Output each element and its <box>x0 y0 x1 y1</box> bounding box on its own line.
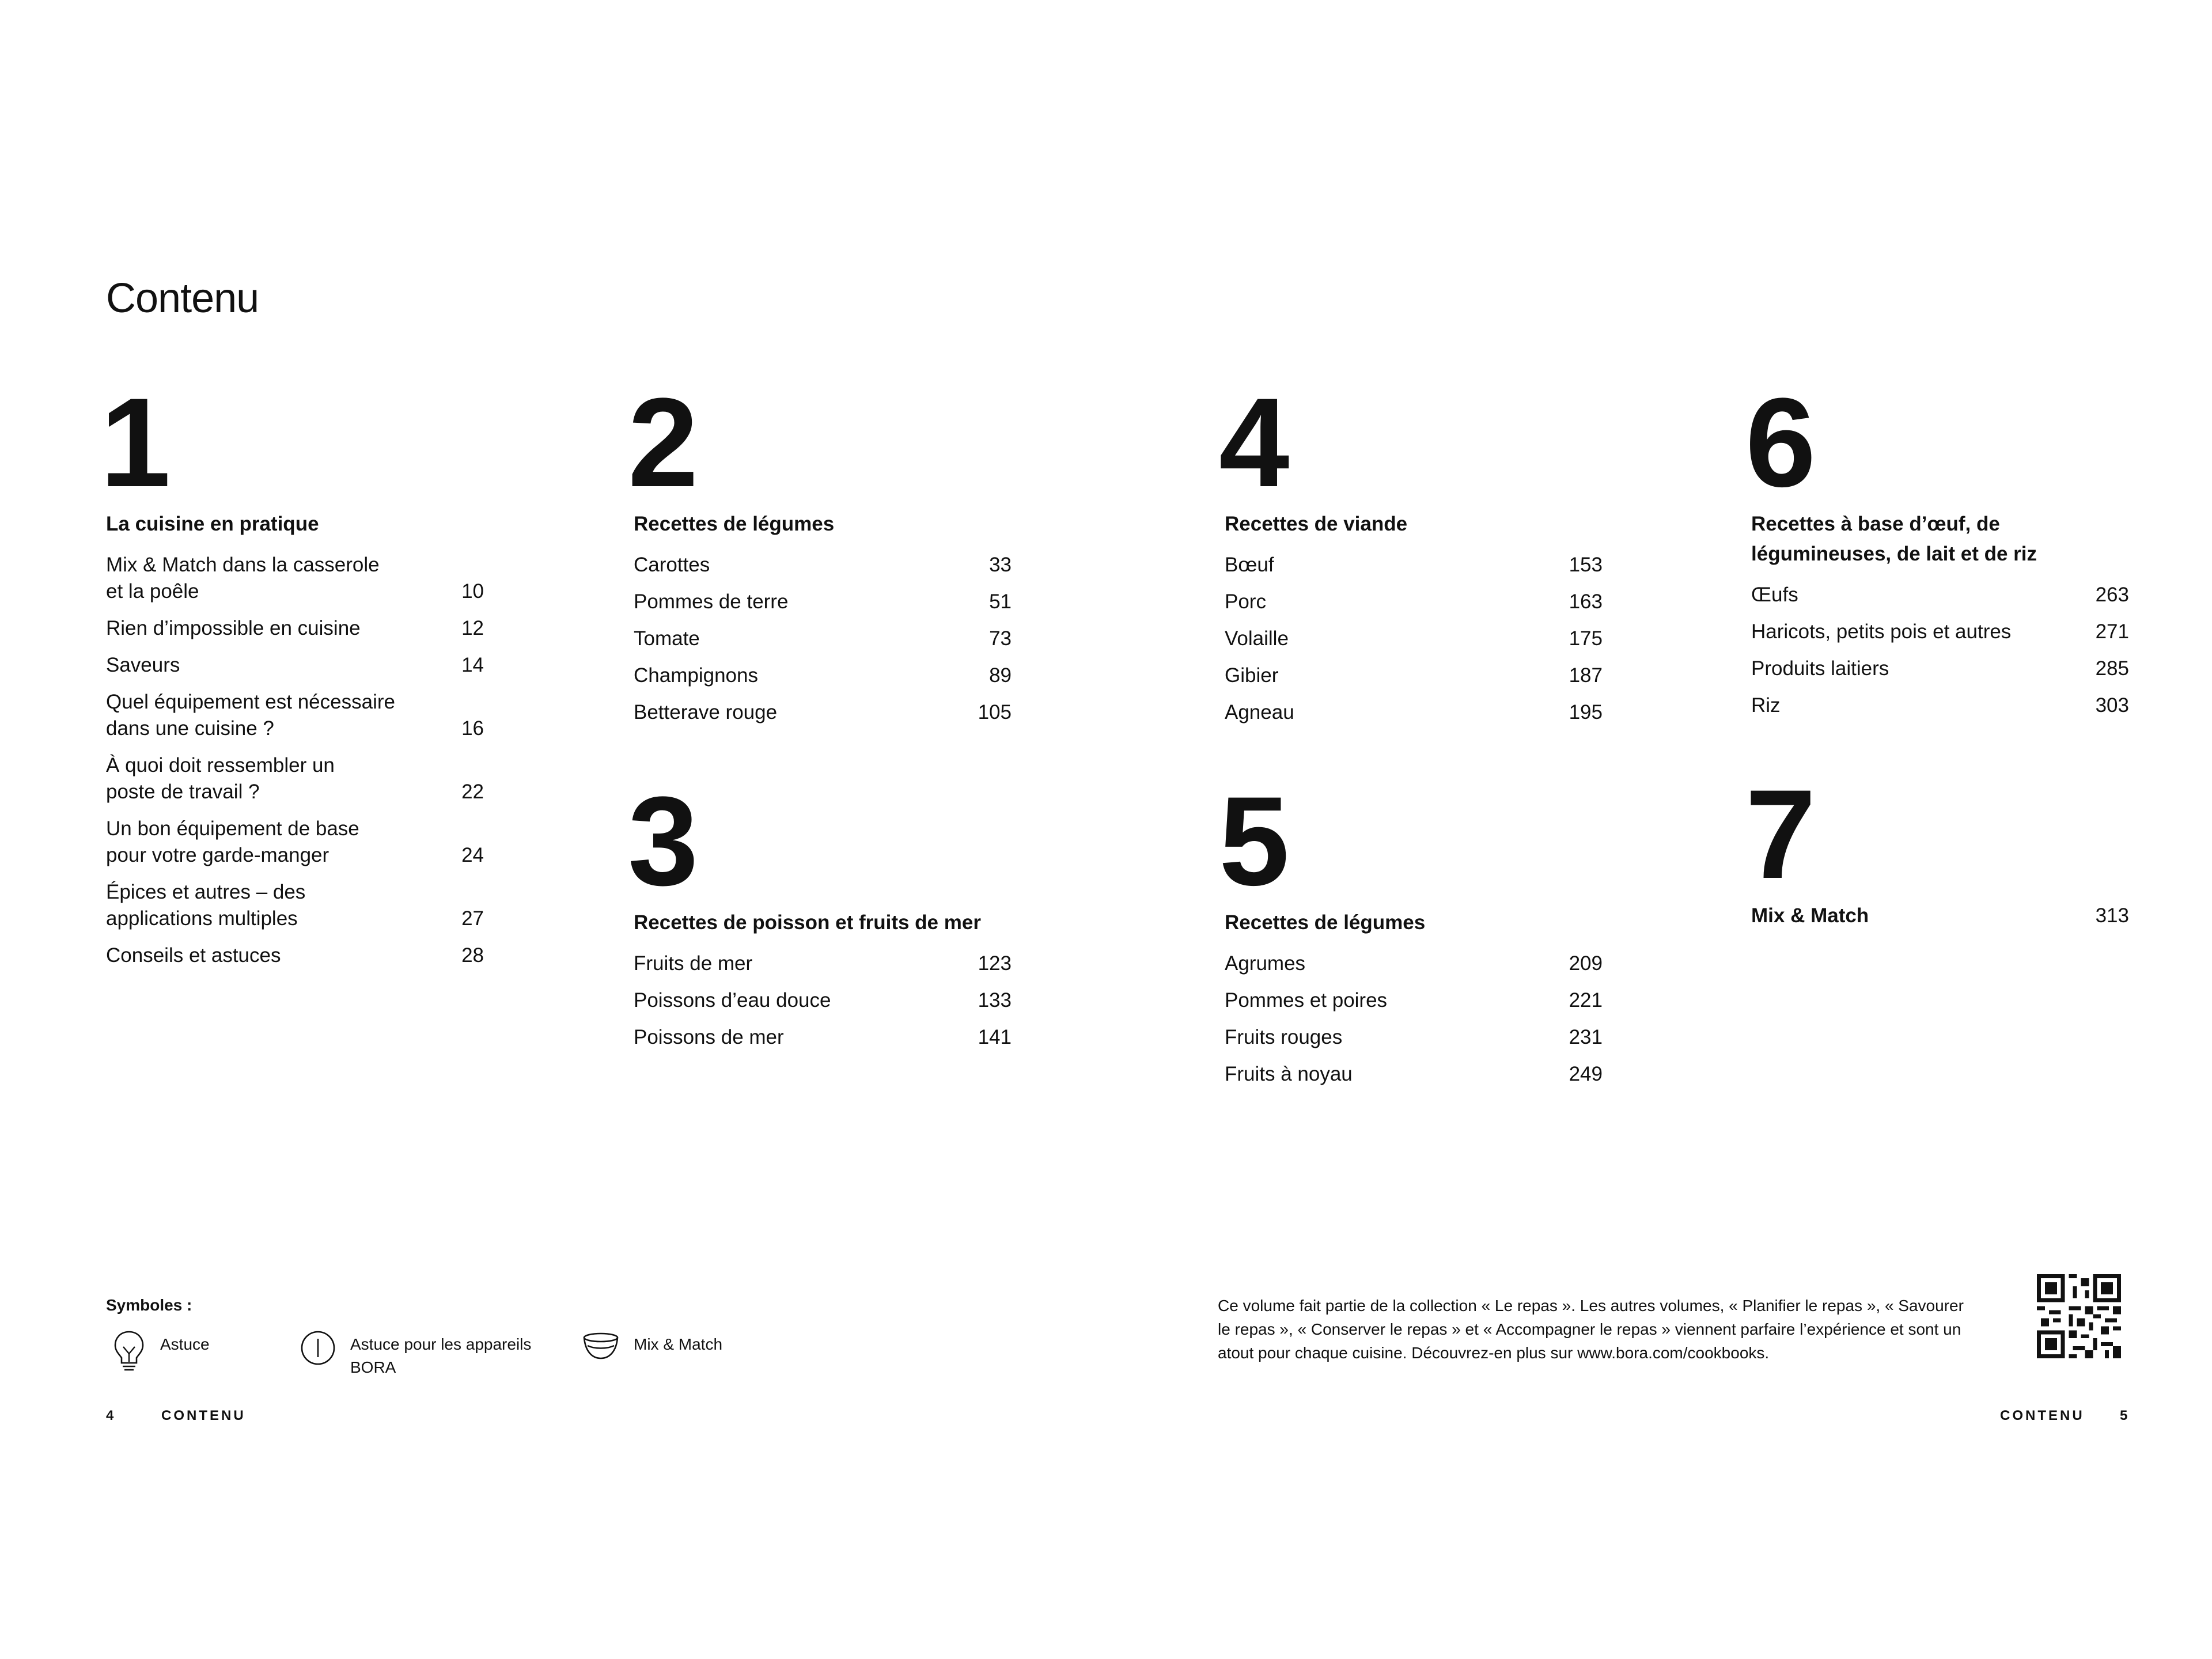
entry-page: 22 <box>461 781 484 803</box>
section-1 <box>100 372 484 979</box>
toc-entry[interactable] <box>634 589 1012 615</box>
section-number: 6 <box>1745 372 1814 513</box>
symbol-text: Astuce <box>160 1335 210 1353</box>
entry-label: Œufs <box>1751 584 1798 606</box>
toc-entry[interactable] <box>106 942 484 969</box>
section-4 <box>1219 372 1603 736</box>
toc-entry[interactable] <box>106 615 484 642</box>
toc-entry[interactable] <box>1751 901 2129 931</box>
entry-page: 73 <box>989 627 1012 650</box>
folio-right-page-number: 5 <box>2120 1408 2130 1423</box>
toc-entry[interactable] <box>1225 626 1603 652</box>
section-number: 3 <box>628 770 696 912</box>
entry-page: 187 <box>1569 664 1603 687</box>
entry-label: Rien d’impossible en cuisine <box>106 617 361 639</box>
entry-label: Agrumes <box>1225 952 1306 975</box>
entry-page: 285 <box>2095 657 2129 680</box>
toc-entry[interactable] <box>634 699 1012 726</box>
entry-page: 163 <box>1569 590 1603 613</box>
section-7 <box>1745 763 2129 931</box>
entry-label: Porc <box>1225 590 1266 613</box>
toc-entry[interactable] <box>634 626 1012 652</box>
toc-entry[interactable] <box>634 987 1012 1014</box>
entry-page: 105 <box>978 701 1012 724</box>
entry-page: 141 <box>978 1026 1012 1048</box>
section-title: Recettes de poisson et fruits de mer <box>634 911 981 934</box>
toc-entry[interactable] <box>1751 619 2129 645</box>
entry-label: Poissons d’eau douce <box>634 989 831 1012</box>
entry-page: 12 <box>461 617 484 639</box>
entry-label: Pommes et poires <box>1225 989 1388 1012</box>
entry-page: 221 <box>1569 989 1603 1012</box>
toc-entry[interactable] <box>634 950 1012 977</box>
section-6 <box>1745 372 2129 729</box>
symbol-text: Mix & Match <box>634 1335 723 1353</box>
entry-label: Produits laitiers <box>1751 657 1889 680</box>
page-title: Contenu <box>106 275 259 321</box>
entry-label: Bœuf <box>1225 554 1274 576</box>
entry-label: Un bon équipement de base pour votre garde-manger <box>106 817 359 866</box>
entry-page: 271 <box>2095 620 2129 643</box>
entry-list <box>1751 582 2129 719</box>
entry-page: 28 <box>461 944 484 967</box>
entry-label: Épices et autres – des applications multiples <box>106 881 306 930</box>
entry-label: Carottes <box>634 554 710 576</box>
folio-right-label: CONTENU <box>2000 1408 2085 1423</box>
section-5 <box>1219 770 1603 1098</box>
toc-entry[interactable] <box>1225 662 1603 689</box>
entry-page: 175 <box>1569 627 1603 650</box>
bora-appliance-icon <box>300 1330 336 1366</box>
symbol-astuce-bora <box>300 1330 531 1379</box>
symbol-text: Astuce pour les appareils BORA <box>350 1335 532 1376</box>
entry-label: Agneau <box>1225 701 1294 724</box>
entry-list <box>1225 950 1603 1088</box>
toc-entry[interactable] <box>106 816 484 869</box>
symbol-astuce <box>112 1330 210 1373</box>
bowl-icon <box>582 1330 620 1364</box>
entry-label: Tomate <box>634 627 700 650</box>
entry-label: Betterave rouge <box>634 701 778 724</box>
toc-entry[interactable] <box>1225 589 1603 615</box>
entry-page: 231 <box>1569 1026 1603 1048</box>
folio-left-label: CONTENU <box>161 1408 246 1423</box>
toc-entry[interactable] <box>106 652 484 679</box>
entry-list <box>106 552 484 969</box>
toc-entry[interactable] <box>106 552 484 605</box>
entry-label: Fruits de mer <box>634 952 753 975</box>
toc-entry[interactable] <box>1751 656 2129 682</box>
entry-page: 209 <box>1569 952 1603 975</box>
section-number: 2 <box>628 372 696 513</box>
folio-left-page-number: 4 <box>106 1408 116 1423</box>
toc-entry[interactable] <box>1225 1061 1603 1088</box>
entry-label: Conseils et astuces <box>106 944 281 967</box>
section-title: Mix & Match <box>1751 904 1869 927</box>
entry-page: 263 <box>2095 584 2129 606</box>
entry-label: Haricots, petits pois et autres <box>1751 620 2012 643</box>
section-title: La cuisine en pratique <box>106 513 319 535</box>
toc-entry[interactable] <box>634 662 1012 689</box>
qr-code-icon[interactable] <box>2037 1274 2121 1358</box>
entry-label: Riz <box>1751 694 1781 717</box>
entry-page: 123 <box>978 952 1012 975</box>
toc-entry[interactable] <box>1225 950 1603 977</box>
toc-entry[interactable] <box>1225 699 1603 726</box>
entry-label: Quel équipement est nécessaire dans une cuisine ? <box>106 691 395 740</box>
section-title: Recettes de légumes <box>1225 911 1426 934</box>
toc-entry[interactable] <box>634 552 1012 578</box>
entry-page: 16 <box>461 717 484 740</box>
section-title: Recettes de légumes <box>634 513 835 535</box>
section-2 <box>628 372 1012 736</box>
entry-page: 27 <box>461 907 484 930</box>
entry-label: Saveurs <box>106 654 180 676</box>
entry-label: Gibier <box>1225 664 1279 687</box>
section-number: 1 <box>100 372 169 513</box>
toc-entry[interactable] <box>1751 582 2129 608</box>
entry-page: 14 <box>461 654 484 676</box>
toc-entry[interactable] <box>1225 987 1603 1014</box>
toc-entry[interactable] <box>1225 552 1603 578</box>
entry-page: 89 <box>989 664 1012 687</box>
section-title: Recettes à base d’œuf, de légumineuses, de lait et de riz <box>1751 513 2037 565</box>
section-number: 4 <box>1219 372 1287 513</box>
entry-label: Mix & Match dans la casserole et la poêle <box>106 554 380 603</box>
toc-entry[interactable] <box>106 689 484 742</box>
section-title: Recettes de viande <box>1225 513 1408 535</box>
toc-entry[interactable] <box>1225 1024 1603 1051</box>
symbols-label: Symboles : <box>106 1296 192 1314</box>
lightbulb-icon <box>112 1330 146 1373</box>
entry-page: 24 <box>461 844 484 866</box>
section-3 <box>628 770 1012 1061</box>
entry-label: Pommes de terre <box>634 590 789 613</box>
entry-page: 153 <box>1569 554 1603 576</box>
entry-label: Volaille <box>1225 627 1289 650</box>
collection-note: Ce volume fait partie de la collection « Le repas ». Les autres volumes, « Planifier le repas », « Savourer le repas », « Conserver le repas » et « Accompagner le repas » viennent parfaire l’expérience et sont un atout pour chaque cuisine. Découvrez-en plus sur www.bora.com/cookbooks. <box>1218 1297 1964 1362</box>
entry-page: 10 <box>461 580 484 603</box>
toc-entry[interactable] <box>106 752 484 805</box>
section-number: 7 <box>1745 763 1814 905</box>
toc-entry[interactable] <box>106 879 484 932</box>
entry-label: Champignons <box>634 664 758 687</box>
toc-entry[interactable] <box>1751 692 2129 719</box>
entry-page: 133 <box>978 989 1012 1012</box>
entry-label: Poissons de mer <box>634 1026 784 1048</box>
section-number: 5 <box>1219 770 1287 912</box>
entry-page: 195 <box>1569 701 1603 724</box>
entry-page: 33 <box>989 554 1012 576</box>
entry-list <box>634 552 1012 726</box>
entry-list <box>1225 552 1603 726</box>
entry-label: À quoi doit ressembler un poste de travail ? <box>106 754 335 803</box>
entry-page: 313 <box>2095 904 2129 927</box>
symbol-mix-match <box>582 1330 722 1364</box>
entry-page: 303 <box>2095 694 2129 717</box>
entry-page: 249 <box>1569 1063 1603 1085</box>
entry-page: 51 <box>989 590 1012 613</box>
toc-entry[interactable] <box>634 1024 1012 1051</box>
entry-label: Fruits rouges <box>1225 1026 1343 1048</box>
entry-list <box>634 950 1012 1051</box>
entry-label: Fruits à noyau <box>1225 1063 1353 1085</box>
